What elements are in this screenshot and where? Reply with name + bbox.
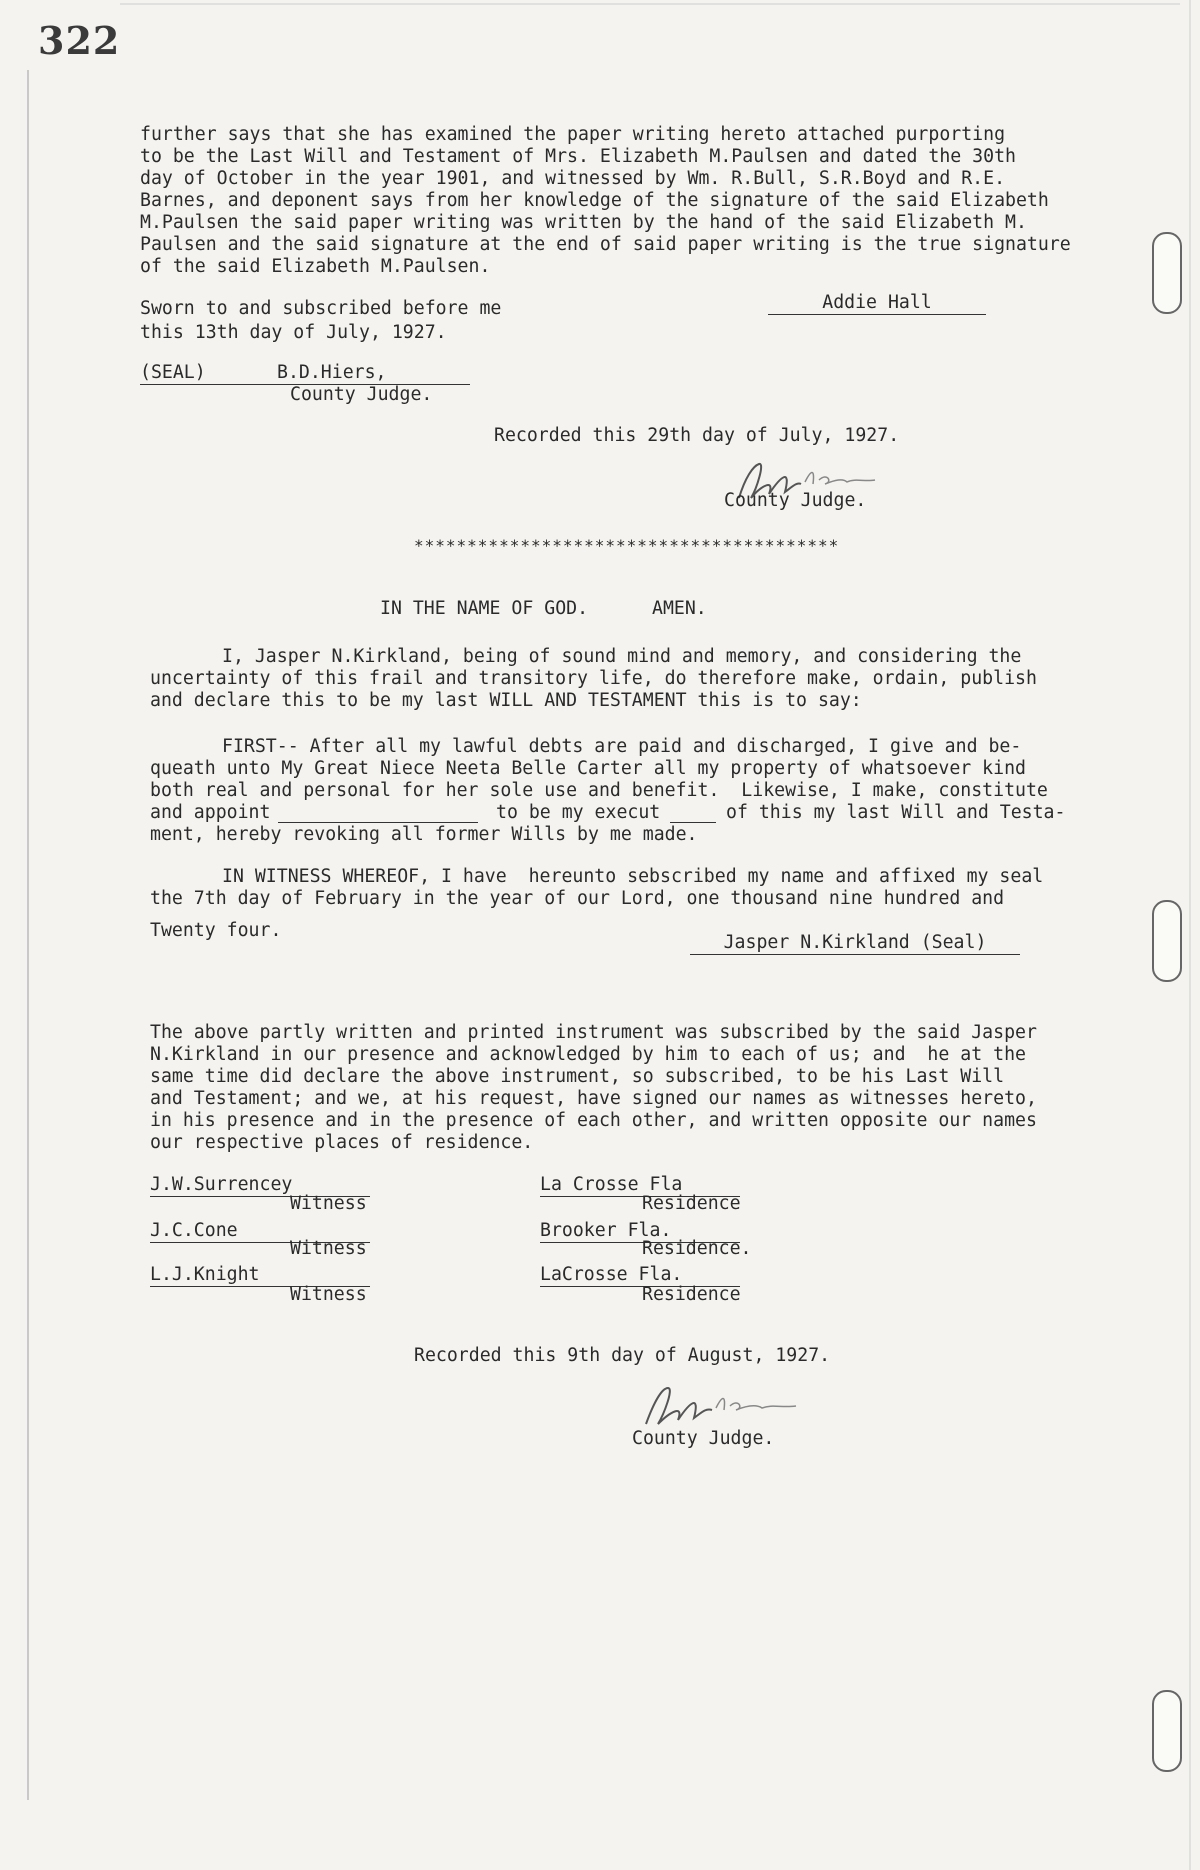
blank-execut-suffix <box>670 802 716 823</box>
text-line: and appoint <box>150 802 271 823</box>
text-line: Barnes, and deponent says from her knowledge of the signature of the said Elizabeth <box>140 190 1049 211</box>
judge-title: County Judge. <box>290 384 433 405</box>
will-amen: AMEN. <box>652 598 707 619</box>
text-line: and Testament; and we, at his request, have signed our names as witnesses hereto, <box>150 1088 1037 1109</box>
sworn-line: Sworn to and subscribed before me <box>140 298 502 319</box>
testator-signature <box>690 932 1020 955</box>
binder-hole <box>1152 232 1182 314</box>
text-line: in his presence and in the presence of each other, and written opposite our names <box>150 1110 1037 1131</box>
text-line: Paulsen and the said signature at the end of said paper writing is the true signature <box>140 234 1071 255</box>
final-judge-title: County Judge. <box>632 1428 775 1449</box>
text-line: further says that she has examined the paper writing hereto attached purporting <box>140 124 1006 145</box>
text-line: our respective places of residence. <box>150 1132 534 1153</box>
blank-executor <box>278 802 478 823</box>
text-line: same time did declare the above instrument, so subscribed, to be his Last Will <box>150 1066 1005 1087</box>
text-line: of the said Elizabeth M.Paulsen. <box>140 256 491 277</box>
testator-name: Jasper N.Kirkland (Seal) <box>723 932 987 953</box>
text-line: N.Kirkland in our presence and acknowledged by him to each of us; and he at the <box>150 1044 1026 1065</box>
will-heading: IN THE NAME OF GOD. <box>380 598 589 619</box>
text-line: FIRST-- After all my lawful debts are paid and discharged, I give and be- <box>222 736 1022 757</box>
witness-name: J.W.Surrencey <box>150 1174 370 1197</box>
witness-residence: Brooker Fla. <box>540 1220 740 1243</box>
recorded-line: Recorded this 29th day of July, 1927. <box>494 425 900 446</box>
text-line: The above partly written and printed instrument was subscribed by the said Jasper <box>150 1022 1037 1043</box>
separator: **************************************** <box>414 536 840 555</box>
witness-label: Witness <box>290 1193 367 1214</box>
final-recorded-line: Recorded this 9th day of August, 1927. <box>414 1345 831 1366</box>
residence-label: Residence <box>642 1284 741 1305</box>
text-line: the 7th day of February in the year of our Lord, one thousand nine hundred and <box>150 888 1005 909</box>
text-line: of this my last Will and Testa- <box>726 802 1066 823</box>
residence-label: Residence <box>642 1193 741 1214</box>
page-number: 322 <box>38 18 121 63</box>
witness-residence: La Crosse Fla <box>540 1174 740 1197</box>
binder-hole <box>1152 1690 1182 1772</box>
recorded-judge-title: County Judge. <box>724 490 867 511</box>
text-line: ment, hereby revoking all former Wills by me made. <box>150 824 698 845</box>
text-line: queath unto My Great Niece Neeta Belle Carter all my property of whatsoever kind <box>150 758 1026 779</box>
text-line: day of October in the year 1901, and witnessed by Wm. R.Bull, S.R.Boyd and R.E. <box>140 168 1006 189</box>
text-line: M.Paulsen the said paper writing was written by the hand of the said Elizabeth M. <box>140 212 1027 233</box>
text-line: uncertainty of this frail and transitory life, do therefore make, ordain, publish <box>150 668 1037 689</box>
text-line: and declare this to be my last WILL AND TESTAMENT this is to say: <box>150 690 862 711</box>
witness-label: Witness <box>290 1238 367 1259</box>
affiant-signature <box>768 292 986 315</box>
seal-label: (SEAL) <box>140 362 206 383</box>
witness-name: L.J.Knight <box>150 1264 370 1287</box>
witness-label: Witness <box>290 1284 367 1305</box>
text-line: to be my execut <box>496 802 661 823</box>
sworn-date: this 13th day of July, 1927. <box>140 322 447 343</box>
judge-name: B.D.Hiers, <box>277 362 387 383</box>
text-line: IN WITNESS WHEREOF, I have hereunto sebscribed my name and affixed my seal <box>222 866 1044 887</box>
text-line: I, Jasper N.Kirkland, being of sound mind and memory, and considering the <box>222 646 1022 667</box>
residence-label: Residence. <box>642 1238 752 1259</box>
witness-name: J.C.Cone <box>150 1220 370 1243</box>
final-judge-handwritten-signature <box>640 1382 820 1432</box>
text-line: both real and personal for her sole use and benefit. Likewise, I make, constitute <box>150 780 1048 801</box>
text-line: Twenty four. <box>150 920 282 941</box>
binder-hole <box>1152 900 1182 982</box>
text-line: to be the Last Will and Testament of Mrs. Elizabeth M.Paulsen and dated the 30th <box>140 146 1016 167</box>
affiant-name: Addie Hall <box>822 292 932 313</box>
witness-residence: LaCrosse Fla. <box>540 1264 740 1287</box>
